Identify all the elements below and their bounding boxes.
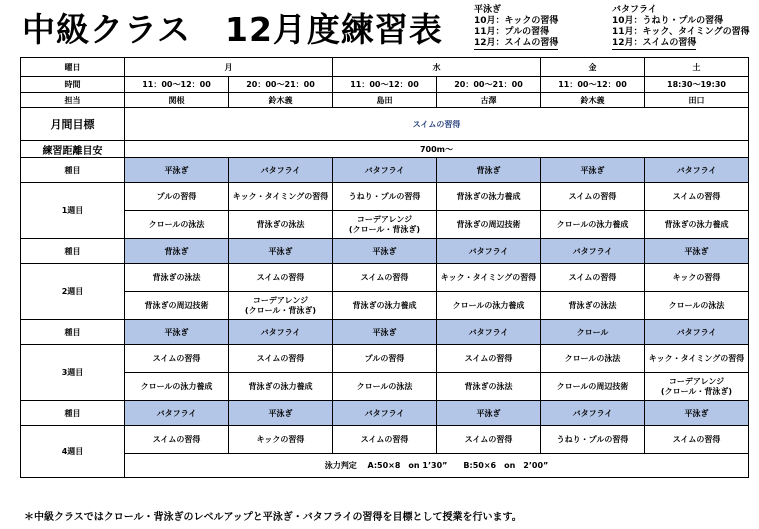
distance-value: 700m～ [125, 141, 749, 158]
goal-label: 月間目標 [21, 108, 125, 141]
content-cell: キックの習得 [229, 426, 333, 454]
stroke-label: 種目 [21, 239, 125, 264]
content-cell: クロールの泳法 [125, 211, 229, 239]
content-cell: スイムの習得 [645, 183, 749, 211]
day-mon: 月 [125, 58, 333, 77]
staff-label: 担当 [21, 93, 125, 108]
content-cell: スイムの習得 [229, 264, 333, 292]
content-cell: スイムの習得 [333, 426, 437, 454]
goal-row [21, 108, 749, 141]
content-cell: クロールの泳力養成 [541, 211, 645, 239]
stroke-row [21, 320, 749, 345]
page-title: 中級クラス 12月度練習表 [22, 10, 443, 49]
content-cell: スイムの習得 [541, 183, 645, 211]
content-cell: プルの習得 [125, 183, 229, 211]
content-cell: スイムの習得 [125, 345, 229, 373]
stroke-cell: 平泳ぎ [437, 401, 541, 426]
stroke-cell: バタフライ [333, 401, 437, 426]
stroke-cell: バタフライ [437, 239, 541, 264]
content-cell: コーデアレンジ (クロール・背泳ぎ) [645, 373, 749, 401]
stroke-label: 種目 [21, 158, 125, 183]
legend-line: 11月：キック、タイミングの習得 [612, 27, 750, 37]
content-row [21, 211, 749, 239]
stroke-cell: バタフライ [229, 158, 333, 183]
stroke-cell: クロール [541, 320, 645, 345]
content-row [21, 345, 749, 373]
footnote: ＊中級クラスではクロール・背泳ぎのレベルアップと平泳ぎ・バタフライの習得を目標として授業を行います。 [24, 512, 522, 523]
week-label: 4週目 [21, 426, 125, 478]
content-cell: 背泳ぎの周辺技術 [125, 292, 229, 320]
staff-cell: 島田 [333, 93, 437, 108]
time-label: 時間 [21, 77, 125, 93]
day-label: 曜日 [21, 58, 125, 77]
content-cell: キック・タイミングの習得 [229, 183, 333, 211]
stroke-cell: バタフライ [541, 401, 645, 426]
stroke-cell: 平泳ぎ [125, 158, 229, 183]
content-cell: うねり・プルの習得 [333, 183, 437, 211]
distance-label: 練習距離目安 [21, 141, 125, 158]
stroke-cell: 平泳ぎ [333, 239, 437, 264]
content-cell: 背泳ぎの泳力養成 [333, 292, 437, 320]
content-cell: クロールの周辺技術 [541, 373, 645, 401]
content-cell: スイムの習得 [437, 345, 541, 373]
time-cell: 11：00～12：00 [333, 77, 437, 93]
schedule-table [20, 57, 749, 478]
content-row [21, 264, 749, 292]
stroke-cell: 平泳ぎ [229, 401, 333, 426]
day-wed: 水 [333, 58, 541, 77]
legend-butterfly [612, 5, 750, 50]
stroke-cell: バタフライ [333, 158, 437, 183]
stroke-row [21, 158, 749, 183]
content-cell: クロールの泳力養成 [125, 373, 229, 401]
judgement-text: 泳力判定 A:50×8 on 1’30” B:50×6 on 2’00” [125, 454, 749, 478]
content-cell: スイムの習得 [125, 426, 229, 454]
stroke-cell: 平泳ぎ [333, 320, 437, 345]
content-cell: 背泳ぎの泳法 [125, 264, 229, 292]
stroke-cell: 背泳ぎ [125, 239, 229, 264]
stroke-cell: 背泳ぎ [437, 158, 541, 183]
content-row [21, 183, 749, 211]
content-cell: キック・タイミングの習得 [645, 345, 749, 373]
stroke-label: 種目 [21, 401, 125, 426]
content-cell: コーデアレンジ (クロール・背泳ぎ) [333, 211, 437, 239]
content-cell: 背泳ぎの周辺技術 [437, 211, 541, 239]
stroke-cell: バタフライ [125, 401, 229, 426]
week-label: 2週目 [21, 264, 125, 320]
time-cell: 20：00～21：00 [437, 77, 541, 93]
content-cell: 背泳ぎの泳法 [541, 292, 645, 320]
staff-cell: 田口 [645, 93, 749, 108]
time-cell: 11：00～12：00 [125, 77, 229, 93]
day-sat: 土 [645, 58, 749, 77]
content-cell: スイムの習得 [229, 345, 333, 373]
stroke-cell: 平泳ぎ [541, 158, 645, 183]
legend-line: 10月：うねり・プルの習得 [612, 16, 724, 26]
time-row [21, 77, 749, 93]
content-cell: スイムの習得 [645, 426, 749, 454]
legend-line: 11月：プルの習得 [474, 27, 550, 37]
content-cell: スイムの習得 [333, 264, 437, 292]
content-cell: クロールの泳力養成 [437, 292, 541, 320]
stroke-cell: 平泳ぎ [645, 239, 749, 264]
content-cell: スイムの習得 [437, 426, 541, 454]
stroke-label: 種目 [21, 320, 125, 345]
staff-row [21, 93, 749, 108]
stroke-cell: バタフライ [229, 320, 333, 345]
legend-line-current: 12月：スイムの習得 [474, 38, 559, 48]
week-label: 3週目 [21, 345, 125, 401]
stroke-cell: バタフライ [541, 239, 645, 264]
staff-cell: 鈴木義 [229, 93, 333, 108]
time-cell: 11：00～12：00 [541, 77, 645, 93]
content-row [21, 426, 749, 454]
time-cell: 20：00～21：00 [229, 77, 333, 93]
legend-line: 10月：キックの習得 [474, 16, 559, 26]
legend-heading: バタフライ [612, 5, 657, 15]
content-cell: 背泳ぎの泳力養成 [437, 183, 541, 211]
stroke-cell: 平泳ぎ [645, 401, 749, 426]
content-cell: 背泳ぎの泳法 [437, 373, 541, 401]
content-cell: プルの習得 [333, 345, 437, 373]
time-cell: 18:30～19:30 [645, 77, 749, 93]
content-cell: うねり・プルの習得 [541, 426, 645, 454]
stroke-row [21, 239, 749, 264]
staff-cell: 古澤 [437, 93, 541, 108]
content-cell: キックの習得 [645, 264, 749, 292]
stroke-cell: 平泳ぎ [125, 320, 229, 345]
content-cell: コーデアレンジ (クロール・背泳ぎ) [229, 292, 333, 320]
content-cell: 背泳ぎの泳法 [229, 211, 333, 239]
goal-value: スイムの習得 [125, 108, 749, 141]
content-cell: クロールの泳法 [333, 373, 437, 401]
staff-cell: 関根 [125, 93, 229, 108]
stroke-cell: バタフライ [645, 320, 749, 345]
day-row [21, 58, 749, 77]
stroke-cell: バタフライ [437, 320, 541, 345]
staff-cell: 鈴木義 [541, 93, 645, 108]
content-cell: 背泳ぎの泳力養成 [645, 211, 749, 239]
distance-row [21, 141, 749, 158]
content-cell: 背泳ぎの泳力養成 [229, 373, 333, 401]
legend-line-current: 12月：スイムの習得 [612, 38, 697, 48]
content-row [21, 373, 749, 401]
content-cell: クロールの泳法 [645, 292, 749, 320]
content-cell: スイムの習得 [541, 264, 645, 292]
legend-heading: 平泳ぎ [474, 5, 502, 15]
week-label: 1週目 [21, 183, 125, 239]
content-row [21, 292, 749, 320]
day-fri: 金 [541, 58, 645, 77]
stroke-row [21, 401, 749, 426]
content-cell: クロールの泳法 [541, 345, 645, 373]
judgement-row [21, 454, 749, 478]
stroke-cell: バタフライ [645, 158, 749, 183]
stroke-cell: 平泳ぎ [229, 239, 333, 264]
legend-breaststroke [474, 5, 558, 50]
content-cell: キック・タイミングの習得 [437, 264, 541, 292]
